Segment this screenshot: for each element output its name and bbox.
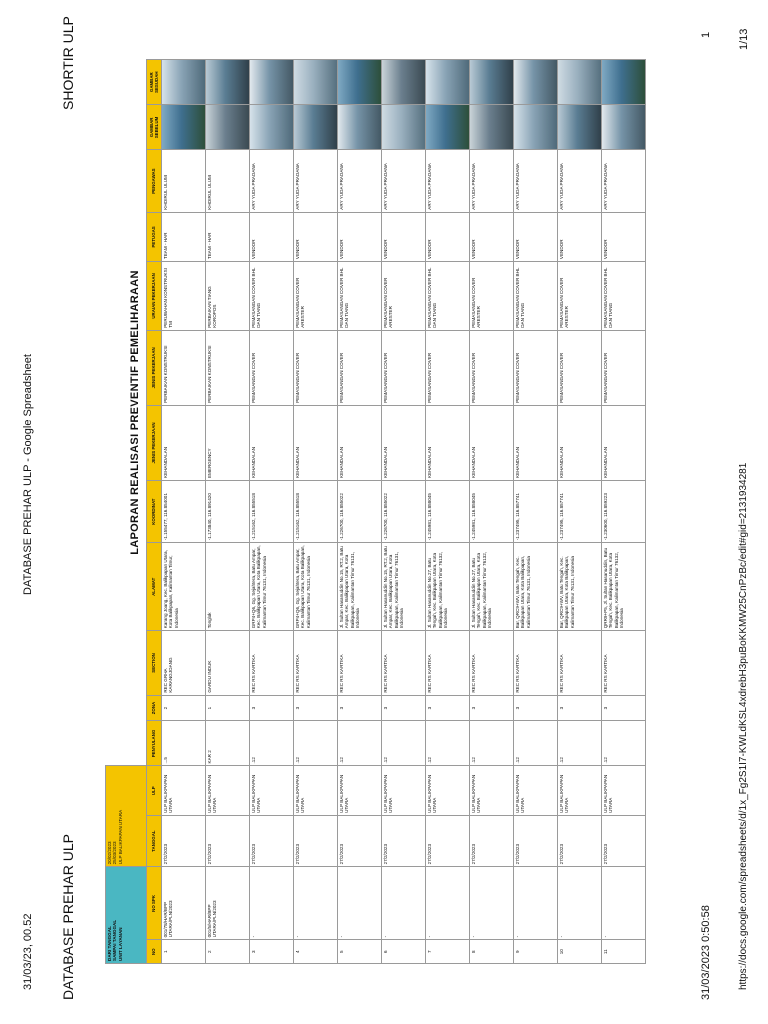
print-footer-page-index: 1: [700, 31, 712, 38]
cell-section[interactable]: REC RS KARTIKA: [558, 631, 602, 695]
photo-before-image: [382, 105, 425, 149]
cell-officer[interactable]: VENDOR: [470, 212, 514, 261]
cell-section[interactable]: REC GRHA KARANGJOANG: [162, 631, 206, 695]
cell-supervisor[interactable]: ARY YUDA PRADANA: [470, 150, 514, 212]
cell-address[interactable]: Karang Joang, Kec. Balikpapan Utara, Kota Balikpapan, Kalimantan Timur, Indonesia: [162, 543, 206, 631]
photo-after-image: [470, 60, 513, 104]
cell-job-type[interactable]: PEMASANGAN COVER: [470, 330, 514, 405]
header-row: [147, 60, 162, 964]
cell-zone[interactable]: 3: [382, 695, 426, 721]
cell-supervisor[interactable]: ARY YUDA PRADANA: [602, 150, 646, 212]
photo-before-image: [206, 105, 249, 149]
cell-zone[interactable]: 3: [558, 695, 602, 721]
photo-before[interactable]: [294, 105, 338, 150]
cell-job-type[interactable]: PEMASANGAN COVER: [426, 330, 470, 405]
photo-after[interactable]: [382, 60, 426, 105]
report-title: LAPORAN REALISASI PREVENTIF PEMELIHARAAN: [129, 270, 142, 555]
cell-job-type[interactable]: PEMASANGAN COVER: [250, 330, 294, 405]
cell-date[interactable]: 27/2/2023: [338, 815, 382, 867]
cell-job-type[interactable]: PEMASANGAN COVER: [602, 330, 646, 405]
cell-zone[interactable]: 3: [250, 695, 294, 721]
cell-address[interactable]: GRP4+Q6, Gg. Sejahtera, Batu Ampar, Kec. Balikpapan Utara, Kota Balikpapan, Kalimantan Timur 76131, Indonesia: [294, 543, 338, 631]
cell-section[interactable]: REC RS KARTIKA: [294, 631, 338, 695]
cell-coordinates[interactable]: -1.226700, 116.855022: [338, 481, 382, 543]
photo-after-image: [250, 60, 293, 104]
cell-job-description[interactable]: PERBAIKAN TIANG KOROPOS: [206, 262, 250, 331]
label-to-date: SAMPAI TANGGAL: [112, 919, 118, 961]
cell-job-type[interactable]: KEHANDALAN: [382, 405, 426, 480]
cell-job-type[interactable]: KEHANDALAN: [250, 405, 294, 480]
cell-feeder[interactable]: .12: [558, 721, 602, 766]
cell-feeder[interactable]: .12: [426, 721, 470, 766]
cell-supervisor[interactable]: ARY YUDA PRADANA: [382, 150, 426, 212]
print-footer-page-count: 1/13: [738, 28, 750, 50]
table-row: [206, 60, 250, 964]
photo-after[interactable]: [558, 60, 602, 105]
cell-zone[interactable]: 3: [338, 695, 382, 721]
cell-officer[interactable]: TEAM - HAR: [162, 212, 206, 261]
photo-after-image: [294, 60, 337, 104]
print-footer-url[interactable]: https://docs.google.com/spreadsheets/d/1x_Fg2S1I7-KWLdKSL4xdrebH3puBoKKMW25CnPzBc/edit#gid=2131934281: [738, 462, 749, 990]
column-header[interactable]: SECTION: [147, 631, 162, 695]
cell-officer[interactable]: TEAM - HAR: [206, 212, 250, 261]
cell-job-description[interactable]: PERUBAHAN KONSTRUKSI TM: [162, 262, 206, 331]
cell-section[interactable]: GARDU INDUK: [206, 631, 250, 695]
photo-after-image: [602, 60, 645, 104]
cell-officer[interactable]: VENDOR: [294, 212, 338, 261]
column-header[interactable]: ALAMAT: [147, 543, 162, 631]
cell-ulp[interactable]: ULP BALIKPAPAN UTARA: [294, 766, 338, 815]
cell-no[interactable]: 11: [602, 940, 646, 964]
cell-job-type[interactable]: PEMASANGAN COVER: [338, 330, 382, 405]
cell-no[interactable]: 5: [338, 940, 382, 964]
cell-date[interactable]: 27/2/2023: [426, 815, 470, 867]
table-row: [338, 60, 382, 964]
cell-spk[interactable]: -: [382, 867, 426, 940]
cell-supervisor[interactable]: ARY YUDA PRADANA: [250, 150, 294, 212]
cell-feeder[interactable]: ...5: [162, 721, 206, 766]
cell-coordinates[interactable]: -1.215162, 116.855518: [294, 481, 338, 543]
table-row: [294, 60, 338, 964]
cell-address[interactable]: Jl. Sultan Hasanuddin No.27, Batu Tengah, Kec. Balikpapan Utara, Kota Balikpapan, Kalimantan Timur 76132, Indonesia: [470, 543, 514, 631]
cell-job-type[interactable]: PEMASANGAN COVER: [382, 330, 426, 405]
cell-zone[interactable]: 3: [514, 695, 558, 721]
cell-section[interactable]: REC RS KARTIKA: [382, 631, 426, 695]
sheet-name-right: SHORTIR ULP: [60, 16, 76, 110]
photo-before[interactable]: [206, 105, 250, 150]
cell-section[interactable]: REC RS KARTIKA: [250, 631, 294, 695]
cell-spk[interactable]: -: [338, 867, 382, 940]
photo-after[interactable]: [426, 60, 470, 105]
cell-address[interactable]: Bar, QRC9+WV, Batu Tengah, Kec. Balikpapan Utara, Kota Balikpapan, Kalimantan Timur 76131, Indonesia: [514, 543, 558, 631]
cell-ulp[interactable]: ULP BALIKPAPAN UTARA: [250, 766, 294, 815]
table-body: [162, 60, 646, 964]
cell-zone[interactable]: 2: [162, 695, 206, 721]
cell-no[interactable]: 1: [162, 940, 206, 964]
cell-no[interactable]: 3: [250, 940, 294, 964]
cell-no[interactable]: 9: [514, 940, 558, 964]
info-row: [106, 60, 147, 964]
cell-ulp[interactable]: ULP BALIKPAPAN UTARA: [470, 766, 514, 815]
table-row: [558, 60, 602, 964]
cell-ulp[interactable]: ULP BALIKPAPAN UTARA: [206, 766, 250, 815]
cell-date[interactable]: 27/2/2023: [514, 815, 558, 867]
photo-before-image: [426, 105, 469, 149]
photo-after-image: [426, 60, 469, 104]
cell-date[interactable]: 27/2/2023: [470, 815, 514, 867]
date-range-labels: [106, 867, 147, 964]
table-row: [250, 60, 294, 964]
cell-officer[interactable]: VENDOR: [602, 212, 646, 261]
cell-coordinates[interactable]: -1.215162, 116.855518: [250, 481, 294, 543]
cell-supervisor[interactable]: ARY YUDA PRADANA: [558, 150, 602, 212]
column-header[interactable]: PENGAWAS: [147, 150, 162, 212]
cell-address[interactable]: Jl. Sultan Hasanuddin No.15, RT.2, Batu Ampar, Kec. Balikpapan Utara, Kota Balikpapan, Kalimantan Timur 76131, Indonesia: [382, 543, 426, 631]
cell-address[interactable]: Jl. Sultan Hasanuddin No.27, Batu Tengah, Kec. Balikpapan Utara, Kota Balikpapan, Kalimantan Timur 76132, Indonesia: [426, 543, 470, 631]
cell-coordinates[interactable]: -1.155477, 116.854001: [162, 481, 206, 543]
photo-before[interactable]: [470, 105, 514, 150]
cell-spk[interactable]: 001/5/HAR/BPP UTARA/PLN/2023: [206, 867, 250, 940]
cell-coordinates[interactable]: -1.245981, 116.858045: [470, 481, 514, 543]
photo-before-image: [514, 105, 557, 149]
cell-job-description[interactable]: PEMASANGAN COVER ARESTER: [382, 262, 426, 331]
photo-after[interactable]: [514, 60, 558, 105]
photo-before-image: [162, 105, 205, 149]
photo-after-image: [206, 60, 249, 104]
cell-job-description[interactable]: PEMASANGAN COVER ARESTER: [294, 262, 338, 331]
print-footer-datetime: 31/03/2023 0:50:58: [700, 905, 712, 1000]
photo-after-image: [338, 60, 381, 104]
label-unit: UNIT LAYANAN: [117, 927, 123, 961]
cell-feeder[interactable]: .12: [250, 721, 294, 766]
cell-job-description[interactable]: PEMASANGAN COVER BHL DAN TIANG: [602, 262, 646, 331]
cell-job-description[interactable]: PEMASANGAN COVER ARESTER: [470, 262, 514, 331]
column-header[interactable]: ZONA: [147, 695, 162, 721]
cell-ulp[interactable]: ULP BALIKPAPAN UTARA: [602, 766, 646, 815]
cell-date[interactable]: 27/2/2023: [294, 815, 338, 867]
photo-after[interactable]: [470, 60, 514, 105]
cell-job-type[interactable]: EMERGENCY: [206, 405, 250, 480]
cell-spk[interactable]: -: [470, 867, 514, 940]
cell-supervisor[interactable]: KHOIRUL ULUM: [206, 150, 250, 212]
cell-supervisor[interactable]: KHOIRUL ULUM: [162, 150, 206, 212]
photo-after[interactable]: [294, 60, 338, 105]
photo-after-image: [558, 60, 601, 104]
value-from-date: 20/02/2023: [107, 841, 112, 865]
cell-job-description[interactable]: PEMASANGAN COVER ARESTER: [558, 262, 602, 331]
label-from-date: DARI TANGGAL: [107, 926, 112, 961]
photo-before[interactable]: [602, 105, 646, 150]
print-tab-title: DATABASE PREHAR ULP - Google Spreadsheet: [22, 354, 34, 595]
column-header[interactable]: TANGGAL: [147, 815, 162, 867]
cell-date[interactable]: 27/2/2023: [206, 815, 250, 867]
cell-date[interactable]: 27/2/2023: [382, 815, 426, 867]
cell-zone[interactable]: 3: [426, 695, 470, 721]
cell-address[interactable]: Bar, QRC9+WV, Batu Tengah, Kec. Balikpapan Utara, Kota Balikpapan, Kalimantan Timur 76131, Indonesia: [558, 543, 602, 631]
cell-ulp[interactable]: ULP BALIKPAPAN UTARA: [338, 766, 382, 815]
photo-before[interactable]: [250, 105, 294, 150]
cell-address[interactable]: QRR9+P5, Jl. Sultan Hasanuddin, Batu Tengah, Kec. Balikpapan Utara, Kota Balikpapan, Kalimantan Timur 76132, Indonesia: [602, 543, 646, 631]
cell-spk[interactable]: -: [426, 867, 470, 940]
photo-before-image: [470, 105, 513, 149]
cell-coordinates[interactable]: -1.245981, 116.858045: [426, 481, 470, 543]
value-unit: ULP BALIKPAPAN UTARA: [117, 809, 123, 865]
column-header[interactable]: NO SPK: [147, 867, 162, 940]
cell-section[interactable]: REC RS KARTIKA: [470, 631, 514, 695]
photo-before[interactable]: [338, 105, 382, 150]
value-to-date: 25/03/2023: [112, 841, 118, 865]
sheet-name-left: DATABASE PREHAR ULP: [60, 834, 76, 1000]
cell-zone[interactable]: 3: [294, 695, 338, 721]
photo-after-image: [382, 60, 425, 104]
cell-job-type[interactable]: KEHANDALAN: [558, 405, 602, 480]
cell-officer[interactable]: VENDOR: [382, 212, 426, 261]
cell-feeder[interactable]: .12: [382, 721, 426, 766]
cell-job-description[interactable]: PEMASANGAN COVER BHL DAN TIANG: [338, 262, 382, 331]
table-row: [470, 60, 514, 964]
cell-job-type[interactable]: PEMASANGAN COVER: [514, 330, 558, 405]
photo-before[interactable]: [514, 105, 558, 150]
cell-section[interactable]: REC RS KARTIKA: [426, 631, 470, 695]
cell-no[interactable]: 7: [426, 940, 470, 964]
cell-job-type[interactable]: PERBAIKAN KONSTRUKSI: [206, 330, 250, 405]
photo-before[interactable]: [426, 105, 470, 150]
cell-job-type[interactable]: PEMASANGAN COVER: [294, 330, 338, 405]
cell-date[interactable]: 27/2/2023: [250, 815, 294, 867]
cell-feeder[interactable]: .12: [294, 721, 338, 766]
cell-feeder[interactable]: KAR 2: [206, 721, 250, 766]
column-header[interactable]: KOORDINAT: [147, 481, 162, 543]
photo-after[interactable]: [250, 60, 294, 105]
column-header[interactable]: GAMBAR SEBELUM: [147, 105, 162, 150]
photo-before-image: [602, 105, 645, 149]
report-table: [105, 59, 646, 964]
cell-spk[interactable]: -: [294, 867, 338, 940]
photo-after[interactable]: [602, 60, 646, 105]
cell-job-type[interactable]: PERBAIKAN KONSTRUKSI: [162, 330, 206, 405]
date-range-values[interactable]: [106, 766, 147, 867]
column-header[interactable]: PENYULANG: [147, 721, 162, 766]
print-datetime-short: 31/03/23, 00.52: [22, 913, 34, 990]
cell-officer[interactable]: VENDOR: [338, 212, 382, 261]
table-row: [382, 60, 426, 964]
column-header[interactable]: ULP: [147, 766, 162, 815]
cell-no[interactable]: 2: [206, 940, 250, 964]
cell-zone[interactable]: 3: [470, 695, 514, 721]
cell-officer[interactable]: VENDOR: [250, 212, 294, 261]
cell-job-description[interactable]: PEMASANGAN COVER BHL DAN TIANG: [514, 262, 558, 331]
cell-spk[interactable]: 001/78/HAR/BPP UTARA/PLN/2023: [162, 867, 206, 940]
table-row: [426, 60, 470, 964]
cell-date[interactable]: 27/2/2023: [162, 815, 206, 867]
cell-job-type[interactable]: KEHANDALAN: [602, 405, 646, 480]
photo-after[interactable]: [206, 60, 250, 105]
table-row: [602, 60, 646, 964]
cell-ulp[interactable]: ULP BALIKPAPAN UTARA: [382, 766, 426, 815]
cell-job-type[interactable]: KEHANDALAN: [426, 405, 470, 480]
table-row: [514, 60, 558, 964]
cell-spk[interactable]: -: [602, 867, 646, 940]
cell-coordinates[interactable]: -1.237495, 116.857741: [558, 481, 602, 543]
cell-ulp[interactable]: ULP BALIKPAPAN UTARA: [162, 766, 206, 815]
cell-supervisor[interactable]: ARY YUDA PRADANA: [514, 150, 558, 212]
cell-no[interactable]: 10: [558, 940, 602, 964]
cell-section[interactable]: REC RS KARTIKA: [514, 631, 558, 695]
cell-officer[interactable]: VENDOR: [558, 212, 602, 261]
cell-job-type[interactable]: KEHANDALAN: [514, 405, 558, 480]
photo-after[interactable]: [338, 60, 382, 105]
cell-feeder[interactable]: .12: [338, 721, 382, 766]
column-header[interactable]: JENIS PEKERJAAN: [147, 330, 162, 405]
cell-section[interactable]: REC RS KARTIKA: [338, 631, 382, 695]
cell-job-type[interactable]: KEHANDALAN: [294, 405, 338, 480]
cell-address[interactable]: Tonglok: [206, 543, 250, 631]
cell-no[interactable]: 4: [294, 940, 338, 964]
cell-job-type[interactable]: KEHANDALAN: [470, 405, 514, 480]
cell-feeder[interactable]: .12: [602, 721, 646, 766]
cell-feeder[interactable]: .12: [514, 721, 558, 766]
cell-ulp[interactable]: ULP BALIKPAPAN UTARA: [426, 766, 470, 815]
cell-officer[interactable]: VENDOR: [426, 212, 470, 261]
cell-spk[interactable]: -: [250, 867, 294, 940]
cell-ulp[interactable]: ULP BALIKPAPAN UTARA: [558, 766, 602, 815]
cell-spk[interactable]: -: [514, 867, 558, 940]
photo-before[interactable]: [382, 105, 426, 150]
column-header[interactable]: JENIS PEKERJAAN: [147, 405, 162, 480]
cell-no[interactable]: 6: [382, 940, 426, 964]
cell-date[interactable]: 27/2/2023: [602, 815, 646, 867]
photo-after[interactable]: [162, 60, 206, 105]
cell-job-description[interactable]: PEMASANGAN COVER BHL DAN TIANG: [250, 262, 294, 331]
photo-before-image: [294, 105, 337, 149]
cell-coordinates[interactable]: -1.230600, 116.859223: [602, 481, 646, 543]
photo-before-image: [338, 105, 381, 149]
photo-before-image: [558, 105, 601, 149]
photo-before-image: [250, 105, 293, 149]
cell-section[interactable]: REC RS KARTIKA: [602, 631, 646, 695]
cell-job-type[interactable]: KEHANDALAN: [162, 405, 206, 480]
cell-address[interactable]: GRP4+Q6, Gg. Sejahtera, Batu Ampar, Kec. Balikpapan Utara, Kota Balikpapan, Kalimantan Timur 76131, Indonesia: [250, 543, 294, 631]
column-header[interactable]: GAMBAR SESUDAH: [147, 60, 162, 105]
cell-coordinates[interactable]: -1.237495, 116.857741: [514, 481, 558, 543]
table-row: [162, 60, 206, 964]
cell-job-type[interactable]: KEHANDALAN: [338, 405, 382, 480]
column-header[interactable]: URAIAN PEKERJAAN: [147, 262, 162, 331]
photo-before[interactable]: [558, 105, 602, 150]
photo-after-image: [162, 60, 205, 104]
photo-after-image: [514, 60, 557, 104]
cell-job-description[interactable]: PEMASANGAN COVER BHL DAN TIANG: [426, 262, 470, 331]
cell-no[interactable]: 8: [470, 940, 514, 964]
cell-spk[interactable]: -: [558, 867, 602, 940]
cell-supervisor[interactable]: ARY YUDA PRADANA: [426, 150, 470, 212]
cell-job-type[interactable]: PEMASANGAN COVER: [558, 330, 602, 405]
cell-zone[interactable]: 1: [206, 695, 250, 721]
cell-address[interactable]: Jl. Sultan Hasanuddin No.15, RT.2, Batu Ampar, Kec. Balikpapan Utara, Kota Balikpapan, Kalimantan Timur 76131, Indonesia: [338, 543, 382, 631]
cell-feeder[interactable]: .12: [470, 721, 514, 766]
photo-before[interactable]: [162, 105, 206, 150]
column-header[interactable]: NO: [147, 940, 162, 964]
cell-supervisor[interactable]: ARY YUDA PRADANA: [338, 150, 382, 212]
cell-zone[interactable]: 3: [602, 695, 646, 721]
cell-coordinates[interactable]: -1.226700, 116.855022: [382, 481, 426, 543]
cell-ulp[interactable]: ULP BALIKPAPAN UTARA: [514, 766, 558, 815]
cell-officer[interactable]: VENDOR: [514, 212, 558, 261]
cell-coordinates[interactable]: -1.173840, 116.891420: [206, 481, 250, 543]
cell-supervisor[interactable]: ARY YUDA PRADANA: [294, 150, 338, 212]
column-header[interactable]: PETUGAS: [147, 212, 162, 261]
cell-date[interactable]: 27/2/2023: [558, 815, 602, 867]
